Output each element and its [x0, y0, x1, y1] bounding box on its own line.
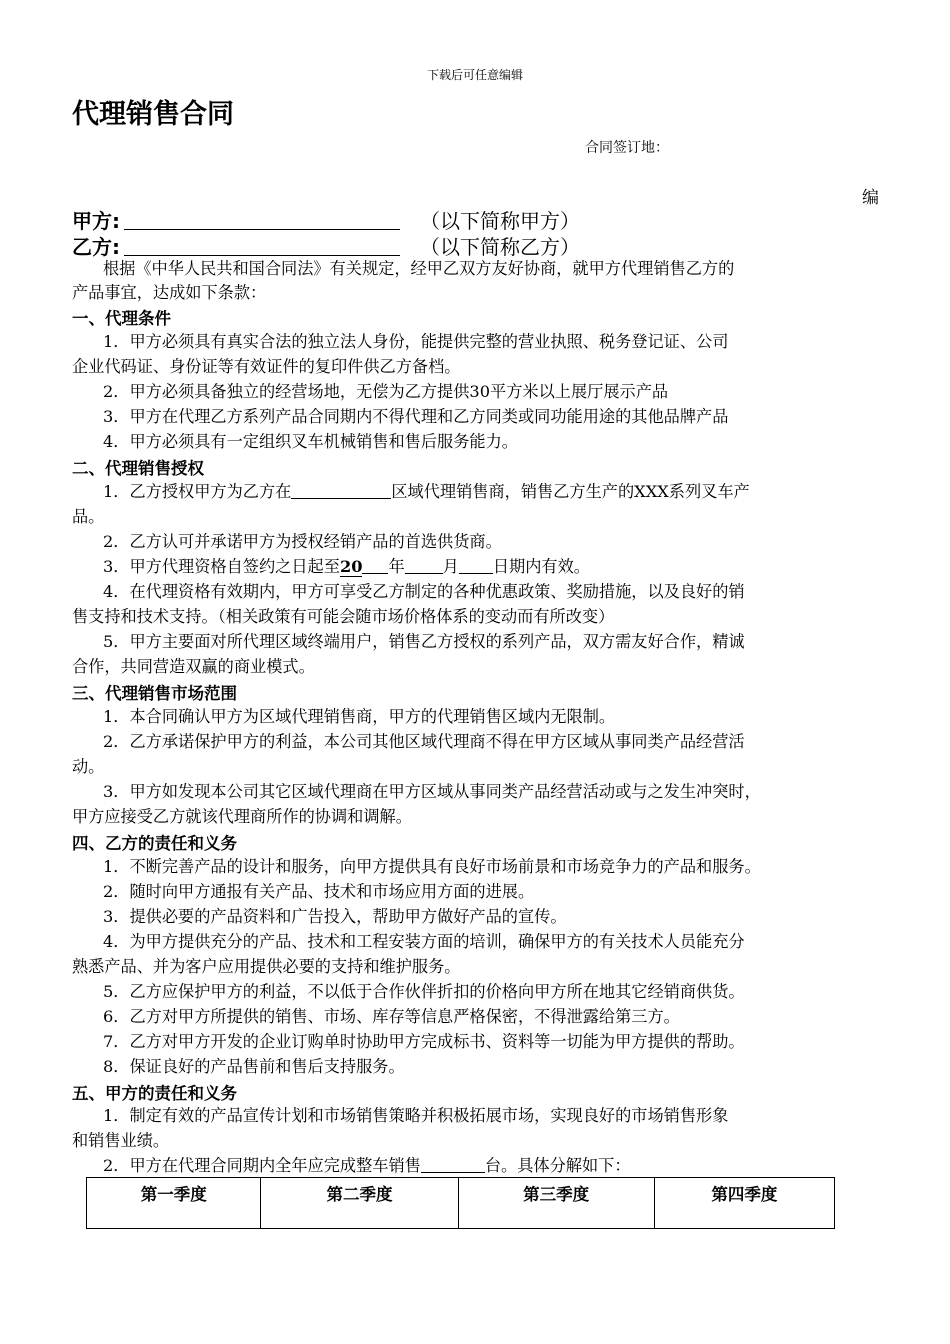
s4-item-4b: 熟悉产品、并为客户应用提供必要的支持和维护服务。 [72, 957, 461, 976]
s5-item-2-pre: 2．甲方在代理合同期内全年应完成整车销售 [103, 1156, 421, 1175]
party-a-label: 甲方: [72, 209, 120, 233]
year-label: 年 [388, 557, 405, 576]
section-5-heading: 五、甲方的责任和义务 [72, 1084, 237, 1103]
s5-item-1b: 和销售业绩。 [72, 1131, 170, 1150]
s4-item-5: 5．乙方应保护甲方的利益，不以低于合作伙伴折扣的价格向甲方所在地其它经销商供货。 [103, 982, 745, 1001]
year-prefix: 20 [339, 557, 363, 576]
s4-item-6: 6．乙方对甲方所提供的销售、市场、库存等信息严格保密，不得泄露给第三方。 [103, 1007, 680, 1026]
section-1-heading: 一、代理条件 [72, 309, 171, 328]
s4-item-7: 7．乙方对甲方开发的企业订购单时协助甲方完成标书、资料等一切能为甲方提供的帮助。 [103, 1032, 745, 1051]
sales-quantity-blank[interactable] [421, 1156, 485, 1173]
s3-item-1: 1．本合同确认甲方为区域代理销售商，甲方的代理销售区域内无限制。 [103, 707, 616, 726]
intro-line-1: 根据《中华人民共和国合同法》有关规定，经甲乙双方友好协商，就甲方代理销售乙方的 [103, 259, 735, 278]
section-4-heading: 四、乙方的责任和义务 [72, 834, 237, 853]
day-blank[interactable] [459, 557, 493, 574]
s2-item-4b: 售支持和技术支持。（相关政策有可能会随市场价格体系的变动而有所改变） [72, 607, 615, 626]
table-row [87, 1178, 835, 1229]
s4-item-3: 3．提供必要的产品资料和广告投入，帮助甲方做好产品的宣传。 [103, 907, 567, 926]
s2-item-1-pre: 1．乙方授权甲方为乙方在 [103, 482, 292, 501]
s4-item-1: 1．不断完善产品的设计和服务，向甲方提供具有良好市场前景和市场竞争力的产品和服务。 [103, 857, 761, 876]
party-b-line [72, 231, 580, 260]
s2-item-2: 2．乙方认可并承诺甲方为授权经销产品的首选供货商。 [103, 532, 502, 551]
header-note: 下载后可任意编辑 [426, 68, 523, 82]
quarter-3-cell[interactable]: 第三季度 [458, 1178, 654, 1229]
region-blank[interactable] [291, 482, 391, 499]
party-b-blank[interactable] [124, 237, 400, 256]
s3-item-2b: 动。 [72, 757, 105, 776]
s2-item-4a: 4．在代理资格有效期内，甲方可享受乙方制定的各种优惠政策、奖励措施，以及良好的销 [103, 582, 745, 601]
party-a-line [72, 205, 580, 234]
s2-item-3-pre: 3．甲方代理资格自签约之日起至 [103, 557, 340, 576]
s3-item-3b: 甲方应接受乙方就该代理商所作的协调和调解。 [72, 807, 412, 826]
s5-item-2-post: 台。具体分解如下： [484, 1156, 631, 1175]
s1-item-4: 4．甲方必须具有一定组织叉车机械销售和售后服务能力。 [103, 432, 518, 451]
quarterly-breakdown-table [86, 1177, 835, 1229]
s3-item-3a: 3．甲方如发现本公司其它区域代理商在甲方区域从事同类产品经营活动或与之发生冲突时， [103, 782, 761, 801]
s2-item-5b: 合作，共同营造双赢的商业模式。 [72, 657, 315, 676]
s1-item-3: 3．甲方在代理乙方系列产品合同期内不得代理和乙方同类或同功能用途的其他品牌产品 [103, 407, 729, 426]
document-title: 代理销售合同 [72, 99, 234, 130]
s4-item-8: 8．保证良好的产品售前和售后支持服务。 [103, 1057, 405, 1076]
year-blank[interactable] [362, 557, 388, 574]
section-3-heading: 三、代理销售市场范围 [72, 684, 237, 703]
s5-item-2 [103, 1154, 631, 1178]
s4-item-2: 2．随时向甲方通报有关产品、技术和市场应用方面的进展。 [103, 882, 535, 901]
intro-line-2: 产品事宜，达成如下条款： [72, 283, 267, 302]
s1-item-1b: 企业代码证、身份证等有效证件的复印件供乙方备档。 [72, 357, 461, 376]
s3-item-2a: 2．乙方承诺保护甲方的利益，本公司其他区域代理商不得在甲方区域从事同类产品经营活 [103, 732, 745, 751]
s2-item-1b: 品。 [72, 507, 105, 526]
party-b-label: 乙方: [72, 235, 120, 259]
s2-item-5a: 5．甲方主要面对所代理区域终端用户，销售乙方授权的系列产品，双方需友好合作，精诚 [103, 632, 745, 651]
edge-character: 编 [862, 188, 879, 208]
signing-place-label: 合同签订地： [585, 140, 669, 156]
month-blank[interactable] [405, 557, 443, 574]
s2-item-1a [103, 480, 750, 504]
s2-item-3 [103, 555, 590, 579]
s1-item-1a: 1．甲方必须具有真实合法的独立法人身份，能提供完整的营业执照、税务登记证、公司 [103, 332, 729, 351]
section-2-heading: 二、代理销售授权 [72, 459, 204, 478]
party-b-note: （以下简称乙方） [420, 235, 580, 259]
s2-item-3-post: 日期内有效。 [492, 557, 590, 576]
s5-item-1a: 1．制定有效的产品宣传计划和市场销售策略并积极拓展市场，实现良好的市场销售形象 [103, 1106, 729, 1125]
s4-item-4a: 4．为甲方提供充分的产品、技术和工程安装方面的培训，确保甲方的有关技术人员能充分 [103, 932, 745, 951]
party-a-note: （以下简称甲方） [420, 209, 580, 233]
month-label: 月 [442, 557, 459, 576]
quarter-2-cell[interactable]: 第二季度 [261, 1178, 458, 1229]
quarter-4-cell[interactable]: 第四季度 [654, 1178, 834, 1229]
quarter-1-cell[interactable]: 第一季度 [87, 1178, 261, 1229]
party-a-blank[interactable] [124, 211, 400, 230]
s1-item-2: 2．甲方必须具备独立的经营场地，无偿为乙方提供30平方米以上展厅展示产品 [103, 382, 669, 401]
s2-item-1-post: 区域代理销售商，销售乙方生产的XXX系列叉车产 [391, 482, 750, 501]
